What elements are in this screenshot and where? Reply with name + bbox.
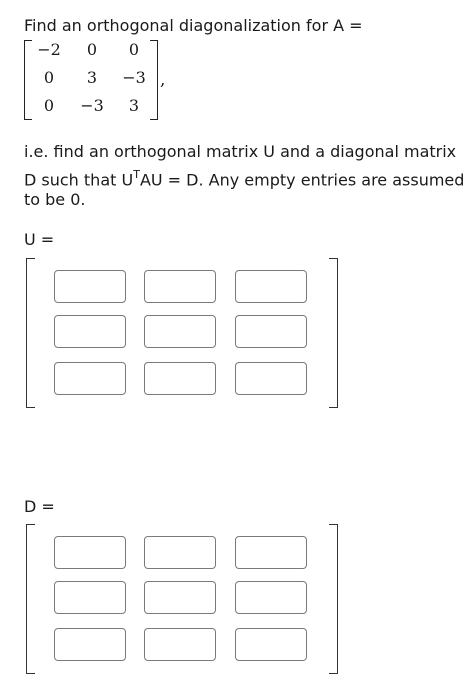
u-entry-r3c1[interactable]: [54, 362, 126, 395]
matrix-u-right-bracket: [329, 258, 338, 408]
d-entry-r3c2[interactable]: [144, 628, 216, 661]
u-entry-r2c1[interactable]: [54, 315, 126, 348]
d-entry-r2c2[interactable]: [144, 581, 216, 614]
d-entry-r1c2[interactable]: [144, 536, 216, 569]
d-entry-r1c3[interactable]: [235, 536, 307, 569]
matrix-a: [24, 40, 158, 118]
u-entry-r1c1[interactable]: [54, 270, 126, 303]
matrix-u-left-bracket: [26, 258, 35, 408]
question-instruction-line2: [24, 165, 464, 191]
matrix-d-right-bracket: [329, 524, 338, 674]
d-entry-r2c3[interactable]: [235, 581, 307, 614]
matrix-d-left-bracket: [26, 524, 35, 674]
matrix-a-cell: 3: [86, 68, 98, 87]
matrix-a-cell: −3: [80, 96, 104, 115]
matrix-a-cell: 0: [128, 40, 140, 59]
matrix-u: [26, 258, 338, 406]
d-entry-r3c1[interactable]: [54, 628, 126, 661]
matrix-a-cell: 0: [43, 68, 55, 87]
question-prompt: Find an orthogonal diagonalization for A =: [24, 16, 363, 35]
u-entry-r1c2[interactable]: [144, 270, 216, 303]
u-entry-r2c3[interactable]: [235, 315, 307, 348]
d-entry-r2c1[interactable]: [54, 581, 126, 614]
u-entry-r2c2[interactable]: [144, 315, 216, 348]
u-entry-r3c2[interactable]: [144, 362, 216, 395]
u-entry-r3c3[interactable]: [235, 362, 307, 395]
matrix-a-comma: ,: [160, 70, 166, 90]
d-label: D =: [24, 497, 55, 516]
matrix-a-cell: −2: [37, 40, 61, 59]
matrix-a-cell: 3: [128, 96, 140, 115]
matrix-a-cell: −3: [122, 68, 146, 87]
matrix-a-cell: 0: [86, 40, 98, 59]
matrix-d: [26, 524, 338, 672]
question-instruction-line1: i.e. find an orthogonal matrix U and a diagonal matrix: [24, 142, 457, 161]
d-entry-r1c1[interactable]: [54, 536, 126, 569]
u-label: U =: [24, 230, 55, 249]
instruction-text-post: AU = D. Any empty entries are assumed: [139, 170, 465, 190]
d-entry-r3c3[interactable]: [235, 628, 307, 661]
question-instruction-line3: to be 0.: [24, 190, 86, 209]
instruction-text-pre: D such that U: [24, 170, 134, 190]
matrix-a-cell: 0: [43, 96, 55, 115]
u-entry-r1c3[interactable]: [235, 270, 307, 303]
transpose-superscript: T: [133, 168, 140, 181]
